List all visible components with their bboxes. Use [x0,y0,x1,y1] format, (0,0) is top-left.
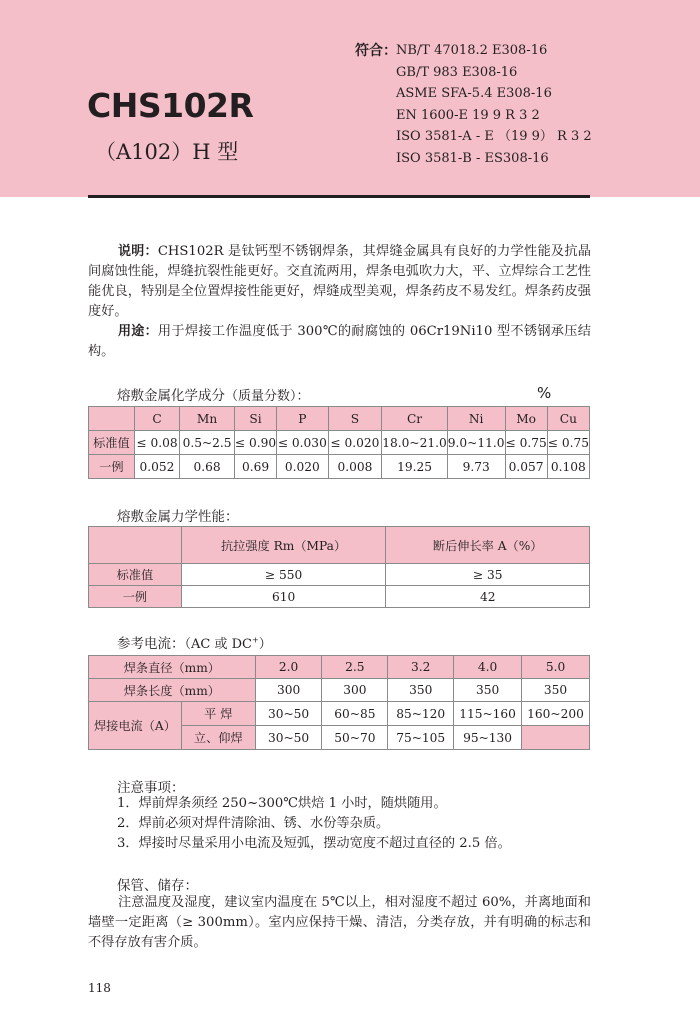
table-cell: 60~85 [322,702,388,726]
table-header-cell: Mn [180,407,235,431]
standard-item: EN 1600-E 19 9 R 3 2 [396,107,540,123]
table-cell: 42 [386,586,590,608]
storage-title: 保管、储存： [117,878,198,894]
table-cell: 0.057 [505,455,547,479]
current-title: 参考电流：（AC 或 DC+） [117,635,272,652]
table-cell: ≤ 0.75 [547,431,589,455]
page-number: 118 [88,981,111,995]
table-cell: 75~105 [388,726,454,750]
header-band [0,0,700,197]
mechanical-header-row [89,527,590,564]
chemistry-table [88,406,590,479]
table-header-cell: 抗拉强度 Rm（MPa） [181,527,386,564]
chemistry-unit: % [537,384,552,402]
table-cell: ≥ 35 [386,564,590,586]
table-header-cell: P [277,407,328,431]
chemistry-title: 熔敷金属化学成分（质量分数）： [117,388,310,404]
table-header-cell: Cu [547,407,589,431]
description-label: 说明： [118,244,158,259]
table-cell: 85~120 [388,702,454,726]
table-cell: 300 [255,679,322,702]
table-header-cell: Ni [447,407,505,431]
table-cell: 30~50 [255,726,322,750]
table-cell: 2.0 [255,656,322,679]
table-header-cell: S [328,407,382,431]
table-row [89,702,590,726]
mechanical-title: 熔敷金属力学性能： [117,509,239,525]
table-cell: 350 [522,679,590,702]
table-row [89,431,590,455]
table-cell: 2.5 [322,656,388,679]
row-label: 标准值 [89,564,182,586]
table-cell: 4.0 [454,656,522,679]
table-cell: 0.008 [328,455,382,479]
vertical-position-label: 立、仰焊 [181,726,255,750]
notes-list [117,794,511,854]
table-row [89,586,590,608]
table-header-cell [89,527,182,564]
table-cell: 30~50 [255,702,322,726]
row-label: 一例 [89,455,135,479]
table-cell: 9.0~11.0 [447,431,505,455]
mechanical-table [88,526,590,608]
standard-item: ISO 3581-A - E （19 9） R 3 2 [396,129,592,145]
length-label: 焊条长度（mm） [89,679,256,702]
table-cell: ≥ 550 [181,564,386,586]
row-label: 标准值 [89,431,135,455]
diameter-label: 焊条直径（mm） [89,656,256,679]
standard-item: GB/T 983 E308-16 [396,64,518,80]
storage-text: 注意温度及湿度，建议室内温度在 5℃以上，相对湿度不超过 60%，并离地面和墙壁一定距离（≥ 300mm）。室内应保持干燥、清洁，分类存放，并有明确的标志和不得存放有害介质。 [88,895,591,950]
chemistry-header-row [89,407,590,431]
table-cell: 0.68 [180,455,235,479]
table-row [89,679,590,702]
current-table [88,655,590,750]
row-label: 一例 [89,586,182,608]
table-header-cell: 断后伸长率 A（%） [386,527,590,564]
usage-paragraph [88,322,591,362]
table-cell: 160~200 [522,702,590,726]
table-row [89,564,590,586]
table-header-cell [89,407,135,431]
table-cell: 0.5~2.5 [180,431,235,455]
description-paragraph [88,242,591,322]
table-cell: 115~160 [454,702,522,726]
table-cell: 0.108 [547,455,589,479]
standards-label: 符合： [355,43,397,59]
table-cell: 0.052 [134,455,179,479]
table-row [89,455,590,479]
table-row [89,656,590,679]
standard-item: NB/T 47018.2 E308-16 [396,43,548,58]
table-cell: ≤ 0.020 [328,431,382,455]
notes-title: 注意事项： [117,780,185,796]
table-cell: ≤ 0.75 [505,431,547,455]
list-item: 2．焊前必须对焊件清除油、锈、水份等杂质。 [117,816,390,831]
standards-list [396,40,592,170]
table-cell: 350 [388,679,454,702]
table-cell: 18.0~21.0 [382,431,447,455]
table-header-cell: C [134,407,179,431]
table-header-cell: Si [234,407,276,431]
table-cell: 350 [454,679,522,702]
table-cell: 9.73 [447,455,505,479]
standard-item: ASME SFA-5.4 E308-16 [396,86,552,102]
table-cell: 5.0 [522,656,590,679]
table-cell: ≤ 0.08 [134,431,179,455]
usage-text: 用于焊接工作温度低于 300℃的耐腐蚀的 06Cr19Ni10 型不锈钢承压结构。 [88,324,591,359]
table-cell: 3.2 [388,656,454,679]
table-cell: 0.69 [234,455,276,479]
table-cell: 19.25 [382,455,447,479]
product-code: CHS102R [87,86,254,125]
flat-position-label: 平 焊 [181,702,255,726]
current-label: 焊接电流（A） [89,702,182,750]
list-item: 1．焊前焊条须经 250~300℃烘焙 1 小时，随烘随用。 [117,796,447,811]
header-divider [88,195,590,198]
table-cell: 95~130 [454,726,522,750]
table-header-cell: Mo [505,407,547,431]
table-cell: ≤ 0.030 [277,431,328,455]
standard-item: ISO 3581-B - ES308-16 [396,150,549,166]
empty-cell [522,726,590,750]
list-item: 3．焊接时尽量采用小电流及短弧，摆动宽度不超过直径的 2.5 倍。 [117,836,511,851]
description-text: CHS102R 是钛钙型不锈钢焊条，其焊缝金属具有良好的力学性能及抗晶间腐蚀性能，焊缝抗裂性能更好。交直流两用，焊条电弧吹力大，平、立焊综合工艺性能优良，特别是全位置焊接性能更好，焊缝成型美观，焊条药皮不易发红。焊条药皮强度好。 [88,244,591,319]
table-cell: 610 [181,586,386,608]
table-cell: 300 [322,679,388,702]
table-header-cell: Cr [382,407,447,431]
table-cell: 0.020 [277,455,328,479]
product-alt-designation: （A102）H 型 [95,140,239,164]
table-cell: 50~70 [322,726,388,750]
usage-label: 用途： [118,324,158,339]
description-section [88,242,591,362]
table-cell: ≤ 0.90 [234,431,276,455]
